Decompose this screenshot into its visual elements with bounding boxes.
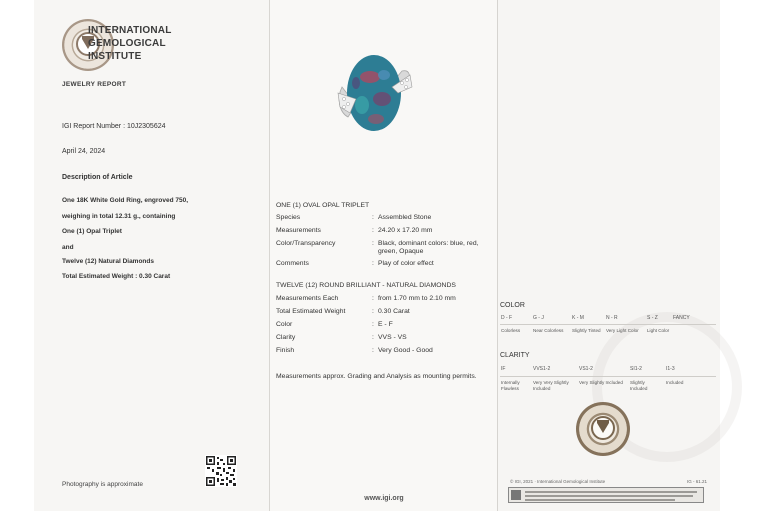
spec-label: Comments <box>276 260 309 267</box>
description-line: weighing in total 12.31 g., containing <box>62 213 176 220</box>
color-description: Very Light Color <box>606 328 639 333</box>
description-heading: Description of Article <box>62 174 133 181</box>
clarity-scale-divider <box>500 376 716 377</box>
description-line: and <box>62 244 74 251</box>
spec-colon: : <box>372 347 374 354</box>
clarity-grade: VS1-2 <box>579 366 593 372</box>
spec-value: VVS - VS <box>378 334 407 341</box>
report-left-panel <box>34 0 270 511</box>
website-link[interactable]: www.igi.org <box>364 495 404 502</box>
disclaimer-strip <box>508 487 704 503</box>
spec-value: E - F <box>378 321 393 328</box>
spec-label: Measurements <box>276 227 321 234</box>
opal-ring-photo <box>332 47 416 139</box>
spec-colon: : <box>372 321 374 328</box>
report-type: JEWELRY REPORT <box>62 81 127 88</box>
spec-label: Clarity <box>276 334 296 341</box>
clarity-grade: I1-3 <box>666 366 675 372</box>
color-description: Colorless <box>501 328 521 333</box>
spec-label: Species <box>276 214 301 221</box>
qr-code-icon[interactable] <box>205 455 237 487</box>
spec-colon: : <box>372 295 374 302</box>
spec-value: 24.20 x 17.20 mm <box>378 227 433 234</box>
spec-colon: : <box>372 227 374 234</box>
spec-colon: : <box>372 214 374 221</box>
spec-value: Assembled Stone <box>378 214 432 221</box>
spec-label: Color <box>276 321 293 328</box>
diamond-section-heading: TWELVE (12) ROUND BRILLIANT - NATURAL DIAMONDS <box>276 282 456 289</box>
description-line: One (1) Opal Triplet <box>62 228 122 235</box>
clarity-description: Very Slightly Included <box>579 380 623 385</box>
clarity-grade: SI1-2 <box>630 366 642 372</box>
form-code: IG - 61.21 <box>687 479 708 484</box>
spec-colon: : <box>372 334 374 341</box>
clarity-description: Slightly Included <box>630 380 648 391</box>
brand-line: GEMOLOGICAL <box>88 38 166 49</box>
report-date: April 24, 2024 <box>62 148 106 155</box>
description-line: One 18K White Gold Ring, engroved 750, <box>62 197 189 204</box>
disclaimer-text-line <box>525 499 675 501</box>
spec-value: Very Good - Good <box>378 347 433 354</box>
spec-colon: : <box>372 240 374 247</box>
color-scale-divider <box>500 324 716 325</box>
report-number: IGI Report Number : 10J2305624 <box>62 123 166 130</box>
color-scale-title: COLOR <box>500 302 525 309</box>
photography-note: Photography is approximate <box>62 481 143 488</box>
opal-section-heading: ONE (1) OVAL OPAL TRIPLET <box>276 202 370 209</box>
color-grade: D - F <box>501 315 513 321</box>
brand-line: INSTITUTE <box>88 51 142 62</box>
spec-label: Total Estimated Weight <box>276 308 346 315</box>
description-line: Twelve (12) Natural Diamonds <box>62 258 154 265</box>
color-description: Light Color <box>647 328 670 333</box>
clarity-description: Included <box>666 380 684 385</box>
spec-label: Finish <box>276 347 295 354</box>
clarity-grade: IF <box>501 366 506 372</box>
disclaimer-text-line <box>525 491 697 493</box>
clarity-description-row <box>500 380 716 394</box>
spec-value: from 1.70 mm to 2.10 mm <box>378 295 456 302</box>
brand-name <box>88 24 208 63</box>
clarity-grade-row <box>500 366 716 376</box>
color-description-row <box>500 328 716 342</box>
igi-gold-seal-icon <box>576 402 630 456</box>
measurement-footnote: Measurements approx. Grading and Analysis as mounting permits. <box>276 373 477 380</box>
spec-label: Measurements Each <box>276 295 339 302</box>
color-grade: S - Z <box>647 315 658 321</box>
copyright-text: © IGI, 2021 · International Gemological Institute <box>510 479 606 484</box>
clarity-scale-title: CLARITY <box>500 352 530 359</box>
color-description: Near Colorless <box>533 328 564 333</box>
clarity-description: Very Very Slightly Included <box>533 380 569 391</box>
color-grade: K - M <box>572 315 584 321</box>
color-grade: FANCY <box>673 315 690 321</box>
spec-label: Color/Transparency <box>276 240 336 247</box>
spec-value: 0.30 Carat <box>378 308 410 315</box>
color-grade: G - J <box>533 315 544 321</box>
spec-value: Black, dominant colors: blue, red, green, Opaque <box>378 240 479 255</box>
brand-line: INTERNATIONAL <box>88 25 172 36</box>
color-grade: N - R <box>606 315 618 321</box>
clarity-grade: VVS1-2 <box>533 366 551 372</box>
clarity-description: Internally Flawless <box>501 380 520 391</box>
description-line: Total Estimated Weight : 0.30 Carat <box>62 273 171 280</box>
spec-value: Play of color effect <box>378 260 434 267</box>
disclaimer-text-line <box>525 495 693 497</box>
spec-colon: : <box>372 308 374 315</box>
color-description: Slightly Tinted <box>572 328 601 333</box>
warning-icon <box>511 490 521 500</box>
spec-colon: : <box>372 260 374 267</box>
